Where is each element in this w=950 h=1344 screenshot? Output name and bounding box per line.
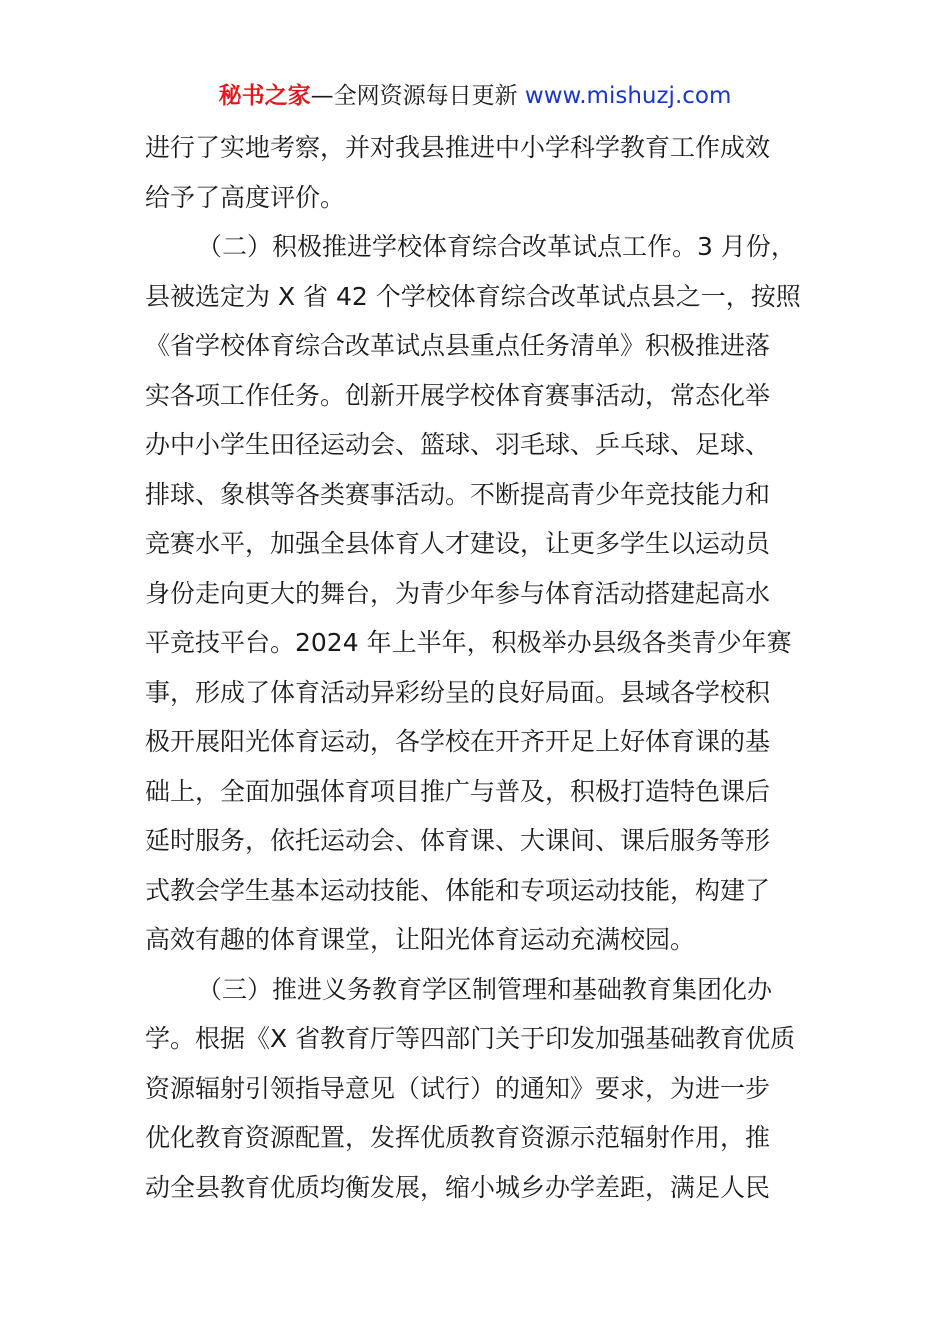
text-line: 事，形成了体育活动异彩纷呈的良好局面。县域各学校积 bbox=[145, 677, 771, 707]
text-line: 县被选定为 X 省 42 个学校体育综合改革试点县之一，按照 bbox=[145, 281, 801, 311]
text-line: 身份走向更大的舞台，为青少年参与体育活动搭建起高水 bbox=[145, 578, 771, 608]
text-line: 竞赛水平，加强全县体育人才建设，让更多学生以运动员 bbox=[145, 529, 771, 558]
section-heading-line: （二）积极推进学校体育综合改革试点工作。3 月份， bbox=[197, 232, 796, 261]
site-header bbox=[0, 80, 950, 112]
text-line: 给予了高度评价。 bbox=[145, 182, 346, 212]
text-line: 动全县教育优质均衡发展，缩小城乡办学差距，满足人民 bbox=[145, 1172, 771, 1202]
text-line: 高效有趣的体育课堂，让阳光体育运动充满校园。 bbox=[145, 925, 696, 954]
site-tagline: —全网资源每日更新 bbox=[310, 83, 525, 109]
text-line: 实各项工作任务。创新开展学校体育赛事活动，常态化举 bbox=[145, 380, 771, 410]
text-line: 础上，全面加强体育项目推广与普及，积极打造特色课后 bbox=[145, 776, 771, 806]
text-line: 进行了实地考察，并对我县推进中小学科学教育工作成效 bbox=[145, 133, 771, 162]
text-line: 《省学校体育综合改革试点县重点任务清单》积极推进落 bbox=[145, 331, 771, 360]
text-line: 排球、象棋等各类赛事活动。不断提高青少年竞技能力和 bbox=[145, 479, 771, 509]
text-line: 延时服务，依托运动会、体育课、大课间、课后服务等形 bbox=[145, 826, 771, 855]
text-line: 办中小学生田径运动会、篮球、羽毛球、乒乓球、足球、 bbox=[145, 430, 771, 459]
site-brand: 秘书之家 bbox=[218, 83, 311, 109]
document-body bbox=[145, 123, 810, 1212]
text-line: 平竞技平台。2024 年上半年，积极举办县级各类青少年赛 bbox=[145, 628, 792, 657]
section-heading-line: （三）推进义务教育学区制管理和基础教育集团化办 bbox=[197, 974, 773, 1004]
text-line: 式教会学生基本运动技能、体能和专项运动技能，构建了 bbox=[145, 875, 771, 905]
text-line: 学。根据《X 省教育厅等四部门关于印发加强基础教育优质 bbox=[145, 1024, 796, 1053]
text-line: 优化教育资源配置，发挥优质教育资源示范辐射作用，推 bbox=[145, 1123, 771, 1152]
text-line: 极开展阳光体育运动，各学校在开齐开足上好体育课的基 bbox=[145, 727, 771, 756]
text-line: 资源辐射引领指导意见（试行）的通知》要求，为进一步 bbox=[145, 1073, 771, 1103]
site-url-link[interactable]: www.mishuzj.com bbox=[524, 83, 732, 109]
